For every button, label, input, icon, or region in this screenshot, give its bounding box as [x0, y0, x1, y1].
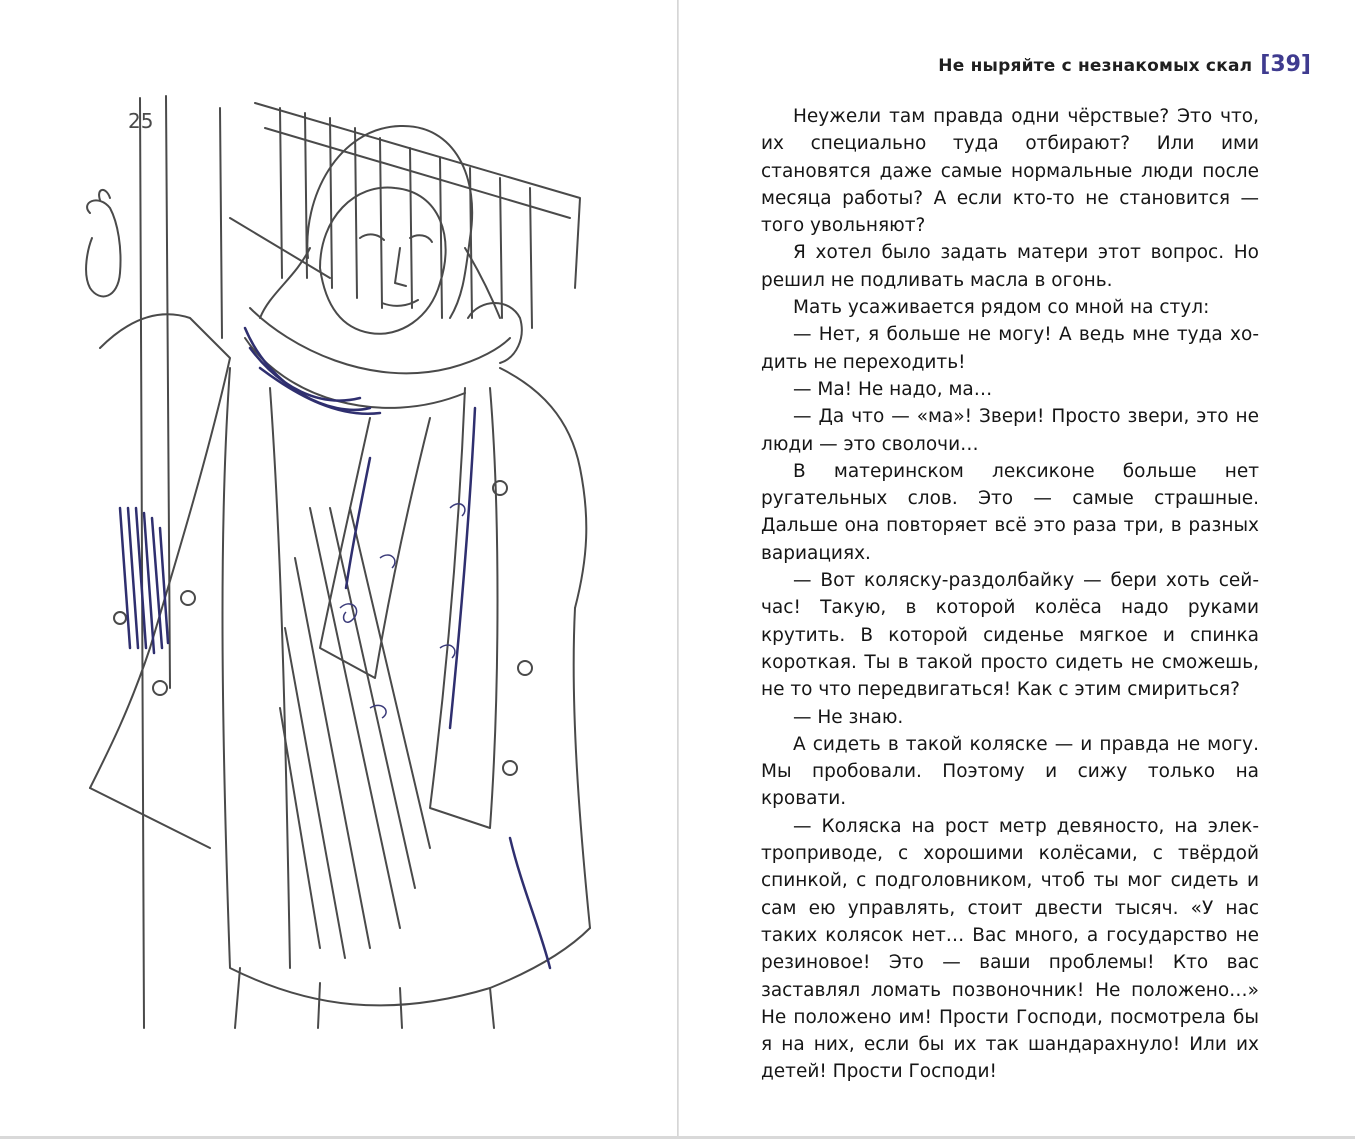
pencil-sketch-woman-in-coat-icon: [70, 88, 610, 1038]
paragraph: Мать усаживается рядом со мной на стул:: [793, 297, 1210, 319]
running-title: Не ныряйте с незнакомых скал: [938, 56, 1253, 76]
door-number-label: 25: [128, 109, 154, 133]
paragraph: — Коляска на рост метр девяносто, на электроприводе, с хорошими колёсами, с твёрдой спинкой, с подголовником, чтоб ты мог сидеть и сам ею управлять, стоит двести тысяч. «У нас таких колясок нет… Вас много, а государство не резиновое! Это — ваши проблемы! Кто вас заставлял ломать позвоночник! Не положено…» Не положено им! Прости Господи, посмотрела бы я на них, если бы их так шандарахнуло! Или их детей! Прости Господи!: [761, 815, 1259, 1083]
paragraph: Я хотел было задать матери этот вопрос. Но решил не подливать масла в огонь.: [761, 242, 1259, 291]
page-number: [39]: [1260, 52, 1311, 77]
paragraph: — Нет, я больше не могу! А ведь мне туда ходить не переходить!: [761, 324, 1259, 373]
body-text: [761, 103, 1259, 1086]
paragraph: — Не знаю.: [793, 706, 904, 728]
paragraph: В материнском лексиконе больше нет ругательных слов. Это — самые страшные. Дальше она повторяет всё это раза три, в разных вариациях.: [761, 460, 1259, 564]
paragraph: — Ма! Не надо, ма…: [793, 378, 993, 400]
paragraph: Неужели там правда одни чёрствые? Это что, их специально туда отбирают? Или ими становятся даже самые нормальные люди после месяца работы? А если кто-то не становится — того увольняют?: [761, 106, 1259, 237]
paragraph: — Вот коляску-раздолбайку — бери хоть сейчас! Такую, в которой колёса надо руками крутить. В которой сиденье мягкое и спинка короткая. Ты в такой просто сидеть не сможешь, не то что передвигаться! Как с этим смириться?: [761, 570, 1259, 701]
running-header: [938, 52, 1311, 77]
paragraph: А сидеть в такой коляске — и правда не могу. Мы пробовали. Поэтому и сижу только на кровати.: [761, 733, 1259, 810]
paragraph: — Да что — «ма»! Звери! Просто звери, это не люди — это сволочи…: [761, 406, 1259, 455]
illustration: [70, 88, 610, 1038]
right-page: [679, 0, 1355, 1139]
